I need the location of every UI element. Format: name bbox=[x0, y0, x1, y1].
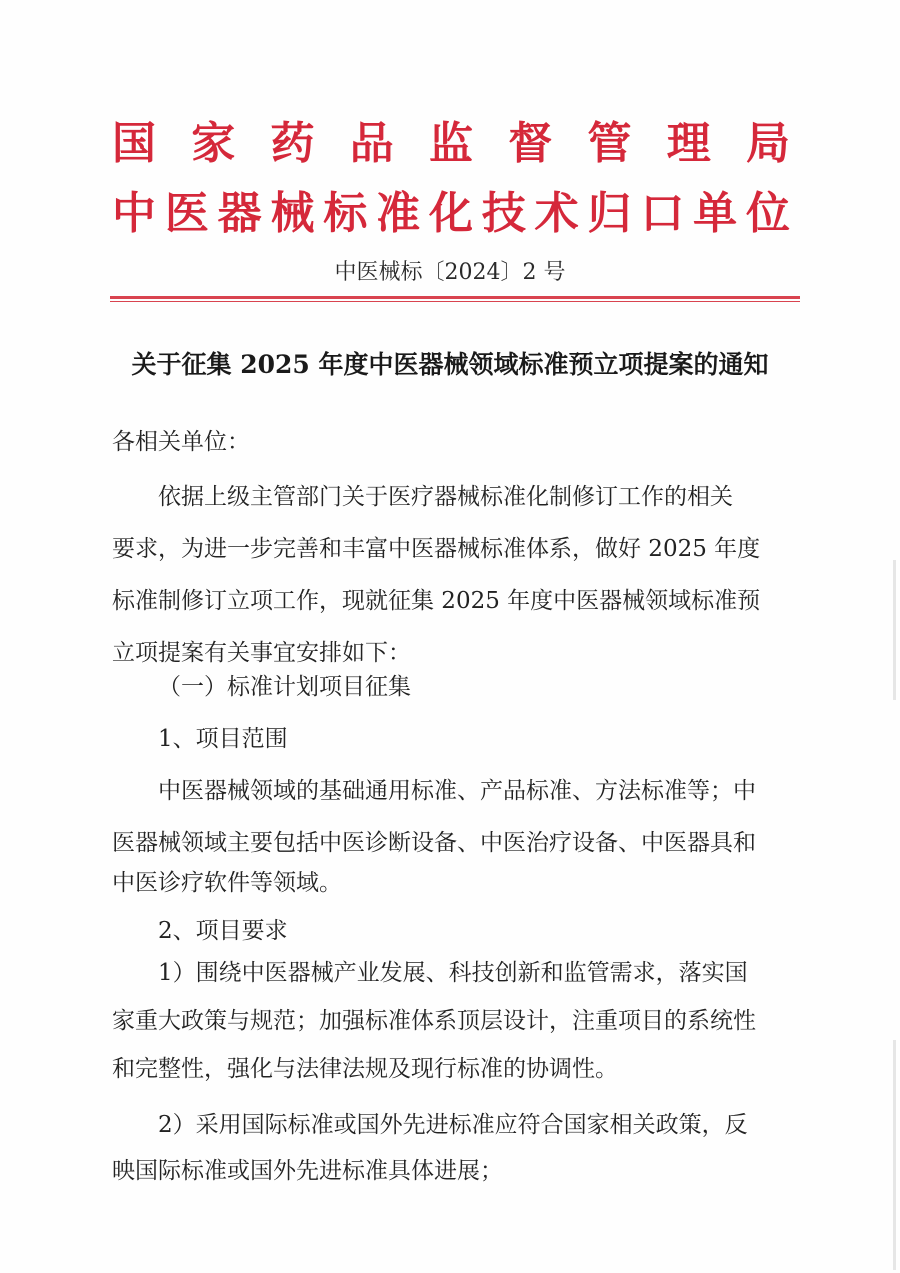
scan-edge-shadow bbox=[893, 560, 896, 700]
header-divider bbox=[110, 296, 800, 299]
requirement-line: 和完整性，强化与法律法规及现行标准的协调性。 bbox=[112, 1056, 618, 1082]
issuer-unit: 中医器械标准化技术归口单位 bbox=[112, 188, 790, 239]
document-title: 关于征集 2025 年度中医器械领域标准预立项提案的通知 bbox=[131, 350, 769, 379]
section-heading: （一）标准计划项目征集 bbox=[158, 674, 411, 700]
requirement-line: 1）围绕中医器械产业发展、科技创新和监管需求，落实国 bbox=[158, 960, 748, 986]
issuer-name: 国家药品监督管理局 bbox=[112, 118, 790, 169]
requirement-line: 家重大政策与规范；加强标准体系顶层设计，注重项目的系统性 bbox=[112, 1008, 756, 1034]
document-number: 中医械标〔2024〕2 号 bbox=[334, 260, 566, 285]
item-line: 中医器械领域的基础通用标准、产品标准、方法标准等；中 bbox=[158, 778, 756, 804]
header-divider-thin bbox=[110, 301, 800, 302]
intro-line: 依据上级主管部门关于医疗器械标准化制修订工作的相关 bbox=[158, 484, 733, 510]
item-line: 医器械领域主要包括中医诊断设备、中医治疗设备、中医器具和 bbox=[112, 830, 756, 856]
intro-line: 标准制修订立项工作，现就征集 2025 年度中医器械领域标准预 bbox=[112, 588, 761, 614]
intro-line: 要求，为进一步完善和丰富中医器械标准体系，做好 2025 年度 bbox=[112, 536, 761, 562]
item-heading: 2、项目要求 bbox=[158, 918, 288, 944]
requirement-line: 映国际标准或国外先进标准具体进展； bbox=[112, 1158, 503, 1184]
item-heading: 1、项目范围 bbox=[158, 726, 288, 752]
requirement-line: 2）采用国际标准或国外先进标准应符合国家相关政策，反 bbox=[158, 1112, 748, 1138]
salutation: 各相关单位： bbox=[112, 429, 250, 455]
item-line: 中医诊疗软件等领域。 bbox=[112, 870, 342, 896]
scan-edge-shadow bbox=[893, 1040, 896, 1270]
intro-line: 立项提案有关事宜安排如下： bbox=[112, 640, 411, 666]
